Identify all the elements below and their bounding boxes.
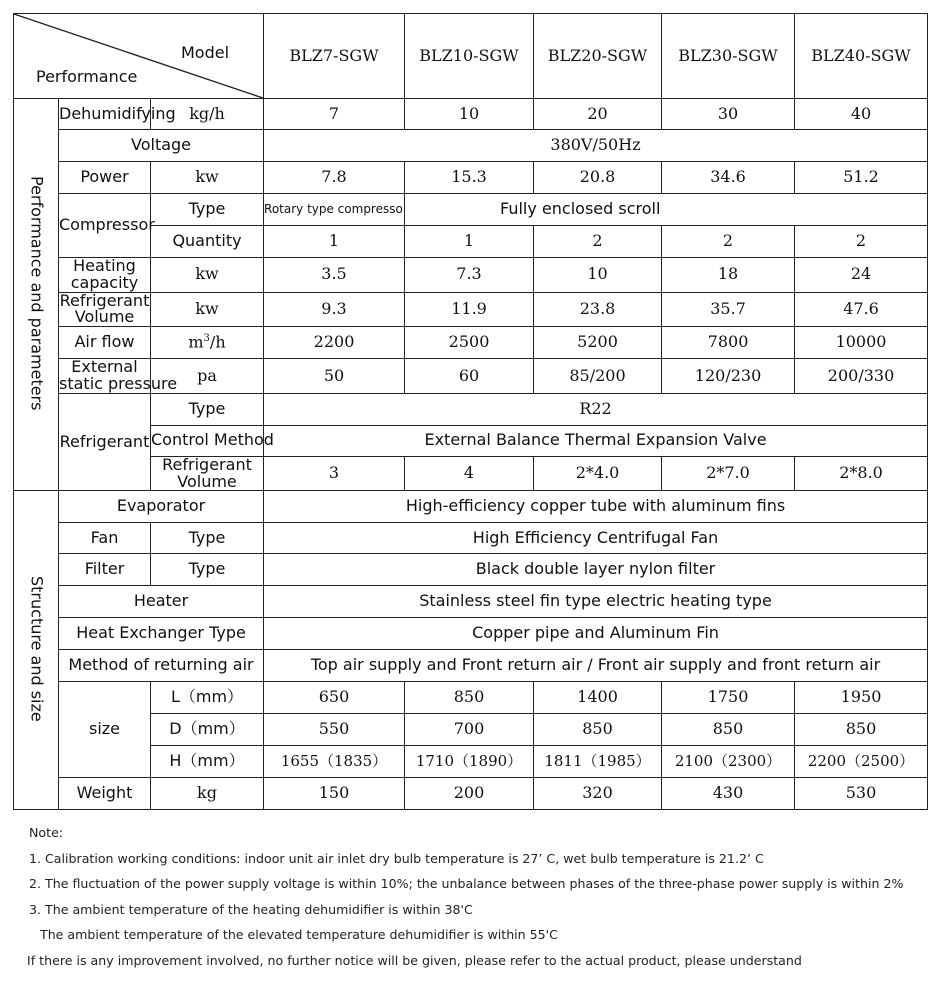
table-cell: 10: [405, 99, 534, 130]
model-label: Model: [180, 43, 230, 62]
row-label-line: External: [71, 357, 138, 377]
note-item: The ambient temperature of the elevated temperature dehumidifier is within 55'C: [40, 927, 558, 942]
table-cell: 35.7: [662, 292, 795, 327]
table-row: [14, 491, 928, 523]
table-cell: 2100（2300）: [662, 746, 795, 778]
table-row: [14, 393, 928, 425]
row-unit: kw: [151, 292, 264, 327]
row-label: [59, 292, 151, 327]
table-cell: 1: [405, 226, 534, 258]
row-unit: [151, 456, 264, 491]
table-cell: Black double layer nylon filter: [264, 554, 928, 586]
row-unit: pa: [151, 359, 264, 394]
table-cell: 1750: [662, 682, 795, 714]
table-cell: 4: [405, 456, 534, 491]
table-row: [14, 456, 928, 491]
row-label: [59, 258, 151, 293]
table-row: [14, 778, 928, 810]
row-unit: kg: [151, 778, 264, 810]
table-cell: 200: [405, 778, 534, 810]
model-header: BLZ10-SGW: [405, 14, 534, 99]
row-unit: Control Method: [151, 425, 264, 456]
table-cell: 40: [795, 99, 928, 130]
note-item: 1. Calibration working conditions: indoor unit air inlet dry bulb temperature is 27’ C, wet bulb temperature is 21.2’ C: [29, 850, 764, 866]
row-label-line: Heating: [73, 256, 136, 275]
table-cell: 2: [795, 226, 928, 258]
table-row: [14, 682, 928, 714]
row-unit: D（mm）: [151, 714, 264, 746]
table-cell: 2*7.0: [662, 456, 795, 491]
row-label-line: Refrigerant: [162, 454, 252, 474]
table-cell: 3: [264, 456, 405, 491]
table-cell: 120/230: [662, 359, 795, 394]
row-label-line: Refrigerant: [59, 290, 150, 310]
table-cell: 20.8: [534, 162, 662, 194]
table-cell: 9.3: [264, 292, 405, 327]
row-label: Fan: [59, 523, 151, 554]
table-cell: High Efficiency Centrifugal Fan: [264, 523, 928, 554]
table-row: [14, 425, 928, 456]
row-label: size: [59, 682, 151, 778]
note-item: 3. The ambient temperature of the heating dehumidifier is within 38'C: [29, 901, 473, 917]
row-label: [59, 357, 178, 394]
section-structure-label: Structure and size: [27, 575, 47, 722]
model-header: BLZ20-SGW: [534, 14, 662, 99]
note-item: If there is any improvement involved, no further notice will be given, please refer to the actual product, please understand: [27, 952, 802, 968]
table-cell: 30: [662, 99, 795, 130]
table-row: [14, 194, 928, 226]
table-cell: Top air supply and Front return air / Front air supply and front return air: [264, 650, 928, 682]
table-cell: 23.8: [534, 292, 662, 327]
row-label: Air flow: [59, 327, 151, 359]
table-row: [14, 523, 928, 554]
unit-tail: /h: [209, 332, 226, 352]
table-cell: High-efficiency copper tube with aluminum fins: [264, 491, 928, 523]
row-label: Refrigerant: [59, 393, 151, 491]
table-cell: 150: [264, 778, 405, 810]
model-header: BLZ30-SGW: [662, 14, 795, 99]
table-row: [14, 258, 928, 293]
note-item: 2. The fluctuation of the power supply voltage is within 10%; the unbalance between phases of the three-phase power supply is within 2%: [29, 876, 904, 891]
table-cell: 2*4.0: [534, 456, 662, 491]
table-cell: 1811（1985）: [534, 746, 662, 778]
table-cell: 7800: [662, 327, 795, 359]
table-row: [14, 618, 928, 650]
table-cell: 24: [795, 258, 928, 293]
table-row: [14, 162, 928, 194]
table-cell: 650: [264, 682, 405, 714]
row-unit: kw: [151, 258, 264, 293]
table-cell: R22: [264, 393, 928, 425]
row-unit: H（mm）: [151, 746, 264, 778]
table-cell: Stainless steel fin type electric heating type: [264, 586, 928, 618]
row-label: Heat Exchanger Type: [59, 618, 264, 650]
performance-label: Performance: [36, 67, 138, 86]
table-row: [14, 746, 928, 778]
model-header: BLZ40-SGW: [795, 14, 928, 99]
table-row: [14, 554, 928, 586]
row-label: Evaporator: [59, 491, 264, 523]
row-label: Power: [59, 162, 151, 194]
table-row: [14, 586, 928, 618]
table-cell: 2: [534, 226, 662, 258]
table-cell: 1400: [534, 682, 662, 714]
unit-superscript: 3: [203, 333, 210, 345]
row-label: Dehumidifying: [59, 99, 151, 130]
table-cell: 2200（2500）: [795, 746, 928, 778]
table-row: [14, 99, 928, 130]
table-cell: 1710（1890）: [405, 746, 534, 778]
table-cell: 380V/50Hz: [264, 130, 928, 162]
table-cell: 430: [662, 778, 795, 810]
table-cell: 20: [534, 99, 662, 130]
row-unit: Type: [151, 194, 264, 226]
header-row: [14, 14, 928, 99]
row-label: Heater: [59, 586, 264, 618]
table-cell: 2: [662, 226, 795, 258]
table-cell: Rotary type compresso: [264, 194, 405, 226]
row-unit: kw: [151, 162, 264, 194]
table-cell: 700: [405, 714, 534, 746]
table-row: [14, 130, 928, 162]
row-unit: L（mm）: [151, 682, 264, 714]
row-unit: Type: [151, 393, 264, 425]
table-row: [14, 359, 928, 394]
table-cell: 850: [405, 682, 534, 714]
table-cell: External Balance Thermal Expansion Valve: [264, 425, 928, 456]
row-label-line: Volume: [74, 307, 135, 327]
table-cell: 47.6: [795, 292, 928, 327]
table-cell: 320: [534, 778, 662, 810]
table-cell: 18: [662, 258, 795, 293]
table-cell: 1950: [795, 682, 928, 714]
table-cell: 34.6: [662, 162, 795, 194]
table-row: [14, 650, 928, 682]
row-unit: kg/h: [151, 99, 264, 130]
row-unit: [151, 327, 264, 359]
model-header: BLZ7-SGW: [264, 14, 405, 99]
row-unit: Quantity: [151, 226, 264, 258]
section-performance: [14, 99, 59, 491]
table-cell: 850: [534, 714, 662, 746]
notes-block: [29, 820, 903, 973]
table-cell: 550: [264, 714, 405, 746]
table-cell: 2*8.0: [795, 456, 928, 491]
table-cell: 10000: [795, 327, 928, 359]
table-cell: 7: [264, 99, 405, 130]
spec-table: [13, 13, 928, 810]
section-structure: [14, 491, 59, 810]
table-cell: 10: [534, 258, 662, 293]
notes-title: Note:: [29, 825, 64, 840]
table-cell: 200/330: [795, 359, 928, 394]
table-row: [14, 714, 928, 746]
table-cell: 3.5: [264, 258, 405, 293]
table-cell: 7.8: [264, 162, 405, 194]
table-row: [14, 292, 928, 327]
row-label: Method of returning air: [59, 650, 264, 682]
unit-base: m: [188, 332, 204, 352]
row-label-line: Volume: [177, 471, 237, 491]
table-cell: 15.3: [405, 162, 534, 194]
table-cell: 2500: [405, 327, 534, 359]
row-unit: Type: [151, 523, 264, 554]
section-performance-label: Performance and parameters: [27, 175, 47, 411]
table-cell: Fully enclosed scroll: [405, 194, 928, 226]
row-label: Voltage: [59, 130, 264, 162]
table-cell: 530: [795, 778, 928, 810]
row-label-line: static pressure: [59, 373, 178, 393]
table-cell: 11.9: [405, 292, 534, 327]
row-label: Filter: [59, 554, 151, 586]
table-cell: 1655（1835）: [264, 746, 405, 778]
table-cell: 50: [264, 359, 405, 394]
table-cell: 2200: [264, 327, 405, 359]
row-label-line: capacity: [70, 272, 139, 292]
row-label: Compressor: [59, 194, 151, 258]
table-cell: 850: [795, 714, 928, 746]
table-cell: Copper pipe and Aluminum Fin: [264, 618, 928, 650]
table-cell: 1: [264, 226, 405, 258]
table-cell: 850: [662, 714, 795, 746]
diagonal-header-cell: [14, 14, 264, 99]
row-unit: Type: [151, 554, 264, 586]
table-row: [14, 327, 928, 359]
table-cell: 85/200: [534, 359, 662, 394]
table-cell: 60: [405, 359, 534, 394]
row-label: Weight: [59, 778, 151, 810]
table-cell: 7.3: [405, 258, 534, 293]
table-cell: 51.2: [795, 162, 928, 194]
table-cell: 5200: [534, 327, 662, 359]
